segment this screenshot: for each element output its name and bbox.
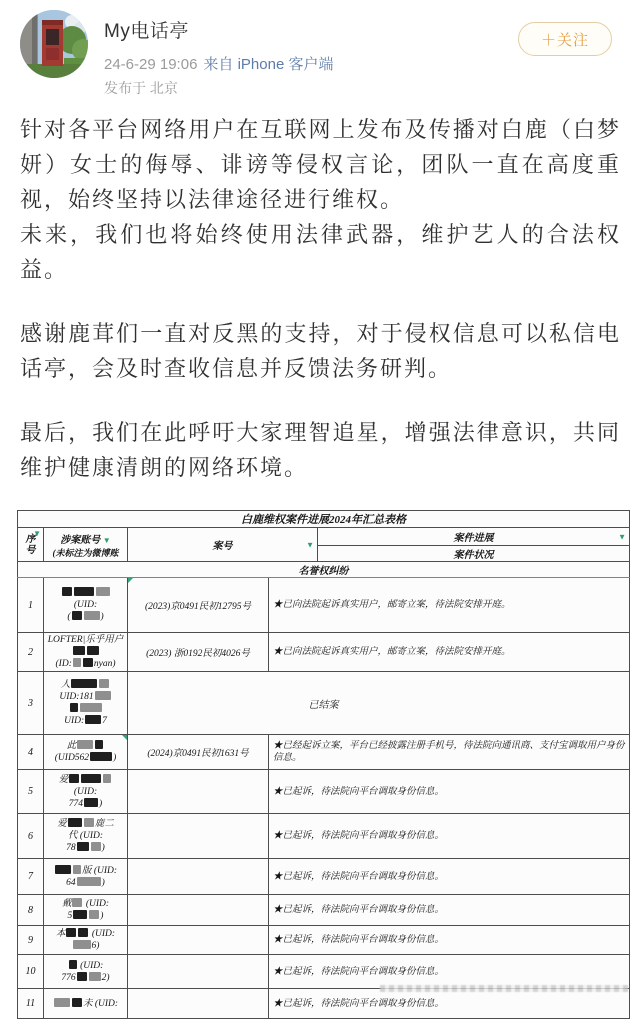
row-index-cell: 11 — [18, 989, 44, 1019]
account-line: 此 — [46, 740, 125, 752]
account-line: UID:181 — [46, 691, 125, 703]
progress-cell: ★已经起诉立案，平台已经披露注册手机号，待法院向通讯商、支付宝调取用户身份信息。 — [269, 735, 630, 770]
column-header-progress: 案件进展 ▼ — [318, 528, 630, 546]
account-line: 78 ) — [66, 843, 105, 853]
table-row — [18, 578, 630, 633]
account-line: 5 ) — [67, 911, 104, 921]
redaction-block — [103, 774, 111, 783]
redaction-block — [87, 646, 99, 655]
redaction-block — [89, 972, 101, 981]
redaction-block — [73, 940, 91, 949]
account-line: 版 (UID: — [46, 865, 125, 877]
row-index-cell: 10 — [18, 955, 44, 989]
case-number-cell — [128, 859, 269, 895]
filter-dropdown-icon: ▼ — [33, 529, 41, 538]
row-index-cell: 8 — [18, 895, 44, 926]
redaction-block — [73, 658, 81, 667]
filter-dropdown-icon: ▼ — [618, 532, 627, 541]
account-line: 代 (UID: — [67, 831, 104, 841]
progress-cell: ★已起诉，待法院向平台调取身份信息。 — [269, 955, 630, 989]
account-line: 64 ) — [66, 877, 105, 888]
account-line: (UID: — [46, 960, 125, 972]
redaction-block — [84, 818, 94, 827]
progress-cell: ★已起诉，待法院向平台调取身份信息。 — [269, 770, 630, 814]
account-line: 人 — [46, 679, 125, 691]
source-link[interactable]: 来自 iPhone 客户端 — [203, 56, 334, 73]
case-number-cell — [128, 989, 269, 1019]
watermark-redaction — [380, 985, 628, 992]
table-row — [18, 859, 630, 895]
row-index-cell: 1 — [18, 578, 44, 633]
case-table — [17, 510, 630, 1019]
follow-button[interactable]: ＋关注 — [518, 22, 612, 56]
account-cell — [44, 735, 128, 770]
redaction-block — [73, 910, 87, 919]
account-line: 戴 (UID: — [61, 899, 110, 909]
case-number-cell: (2023)京0491民初12795号 — [128, 578, 269, 633]
redaction-block — [77, 877, 101, 886]
avatar[interactable] — [20, 10, 88, 78]
post-meta — [104, 53, 333, 74]
section-header: 名誉权纠纷 — [18, 562, 630, 578]
redaction-block — [55, 865, 71, 874]
progress-cell: ★已向法院起诉真实用户，邮寄立案，待法院安排开庭。 — [269, 578, 630, 633]
table-row — [18, 955, 630, 989]
redaction-block — [90, 752, 112, 761]
redaction-block — [96, 587, 110, 596]
table-row — [18, 672, 630, 735]
redaction-block — [84, 798, 98, 807]
account-line: UID: 7 — [64, 716, 107, 726]
redaction-block — [62, 587, 72, 596]
status-text: 已结案 — [308, 699, 339, 711]
filter-dropdown-icon: ▼ — [102, 535, 111, 545]
account-cell — [44, 633, 128, 672]
account-line: (ID: nyan) — [55, 659, 116, 669]
progress-cell: ★已向法院起诉真实用户，邮寄立案，待法院安排开庭。 — [269, 633, 630, 672]
account-line: (UID562 ) — [54, 753, 117, 763]
progress-cell: ★已起诉，待法院向平台调取身份信息。 — [269, 895, 630, 926]
row-index-cell: 2 — [18, 633, 44, 672]
account-cell — [44, 578, 128, 633]
redaction-block — [69, 774, 79, 783]
account-cell — [44, 895, 128, 926]
case-number-cell — [128, 895, 269, 926]
account-cell — [44, 989, 128, 1019]
paragraph: 针对各平台网络用户在互联网上发布及传播对白鹿（白梦妍）女士的侮辱、诽谤等侵权言论，团队一直在高度重视，始终坚持以法律途径进行维权。 — [20, 117, 621, 212]
account-line — [46, 703, 125, 715]
case-number-cell — [128, 814, 269, 859]
row-index-cell: 5 — [18, 770, 44, 814]
account-line — [46, 587, 125, 599]
account-line: (UID: — [73, 600, 98, 610]
case-number-cell — [128, 770, 269, 814]
account-line: 774 ) — [68, 798, 103, 809]
redaction-block — [99, 679, 109, 688]
row-index-cell: 6 — [18, 814, 44, 859]
account-line: ( ) — [67, 612, 104, 622]
table-row — [18, 770, 630, 814]
account-line: (UID: — [73, 786, 98, 797]
redaction-block — [68, 818, 82, 827]
redaction-block — [72, 611, 82, 620]
progress-cell: ★已起诉，待法院向平台调取身份信息。 — [269, 989, 630, 1019]
redaction-block — [78, 928, 88, 937]
case-table-image[interactable] — [17, 510, 629, 1019]
redaction-block — [85, 715, 101, 724]
progress-cell: ★已起诉，待法院向平台调取身份信息。 — [269, 859, 630, 895]
table-row — [18, 633, 630, 672]
table-row — [18, 814, 630, 859]
redaction-block — [77, 740, 93, 749]
redaction-block — [91, 842, 101, 851]
redaction-block — [74, 587, 94, 596]
account-cell — [44, 859, 128, 895]
account-line — [46, 646, 125, 658]
redaction-block — [71, 679, 97, 688]
account-cell — [44, 926, 128, 955]
table-title: 白鹿维权案件进展2024年汇总表格 — [18, 511, 630, 528]
filter-dropdown-icon: ▼ — [306, 540, 314, 549]
redaction-block — [89, 910, 99, 919]
table-row — [18, 926, 630, 955]
account-line: 6) — [46, 940, 125, 952]
redaction-block — [77, 842, 89, 851]
redaction-block — [54, 998, 70, 1007]
paragraph: 感谢鹿茸们一直对反黑的支持，对于侵权信息可以私信电话亭，会及时查收信息并反馈法务研判。 — [20, 321, 621, 381]
account-line: 未 (UID: — [46, 998, 125, 1010]
redaction-block — [95, 740, 103, 749]
progress-cell: ★已起诉，待法院向平台调取身份信息。 — [269, 926, 630, 955]
column-header-index: ▼ 序号 — [18, 528, 44, 562]
redaction-block — [84, 611, 100, 620]
redaction-block — [77, 972, 87, 981]
redaction-block — [80, 703, 102, 712]
account-line: 爱 鹿二 — [57, 819, 114, 829]
account-cell — [44, 672, 128, 735]
case-number-cell — [128, 955, 269, 989]
case-number-cell — [128, 926, 269, 955]
row-index-cell: 3 — [18, 672, 44, 735]
redaction-block — [69, 960, 77, 969]
account-line: LOFTER|乐乎用户 — [47, 635, 124, 645]
redaction-block — [66, 928, 76, 937]
redaction-block — [72, 898, 82, 907]
account-line: 本 (UID: — [55, 929, 116, 939]
row-index-cell: 4 — [18, 735, 44, 770]
paragraph: 未来，我们也将始终使用法律武器，维护艺人的合法权益。 — [20, 222, 621, 282]
paragraph: 最后，我们在此呼吁大家理智追星，增强法律意识，共同维护健康清朗的网络环境。 — [20, 420, 621, 480]
row-index-cell: 9 — [18, 926, 44, 955]
table-row — [18, 895, 630, 926]
redaction-block — [73, 646, 85, 655]
account-line: 爱 — [46, 774, 125, 786]
merged-status-cell — [128, 672, 630, 735]
row-index-cell: 7 — [18, 859, 44, 895]
redaction-block — [70, 703, 78, 712]
progress-cell: ★已起诉，待法院向平台调取身份信息。 — [269, 814, 630, 859]
location-label: 发布于 北京 — [104, 80, 178, 96]
post-text — [20, 112, 621, 485]
case-number-cell: (2024)京0491民初1631号 — [128, 735, 269, 770]
account-cell — [44, 955, 128, 989]
redaction-block — [81, 774, 101, 783]
redaction-block — [95, 691, 111, 700]
column-header-case-number: 案号 ▼ — [128, 528, 318, 562]
account-line: 776 2) — [61, 972, 110, 983]
username[interactable]: My电话亭 — [104, 21, 189, 42]
timestamp: 24-6-29 19:06 — [104, 56, 198, 73]
account-cell — [44, 770, 128, 814]
case-number-cell: (2023) 浙0192民初4026号 — [128, 633, 269, 672]
table-row — [18, 735, 630, 770]
redaction-block — [83, 658, 93, 667]
account-cell — [44, 814, 128, 859]
column-header-status: 案件状况 — [318, 546, 630, 562]
table-row — [18, 989, 630, 1019]
avatar-image — [20, 10, 88, 78]
redaction-block — [72, 998, 82, 1007]
column-header-account: 涉案账号 ▼ (未标注为微博账 — [44, 528, 128, 562]
redaction-block — [73, 865, 81, 874]
